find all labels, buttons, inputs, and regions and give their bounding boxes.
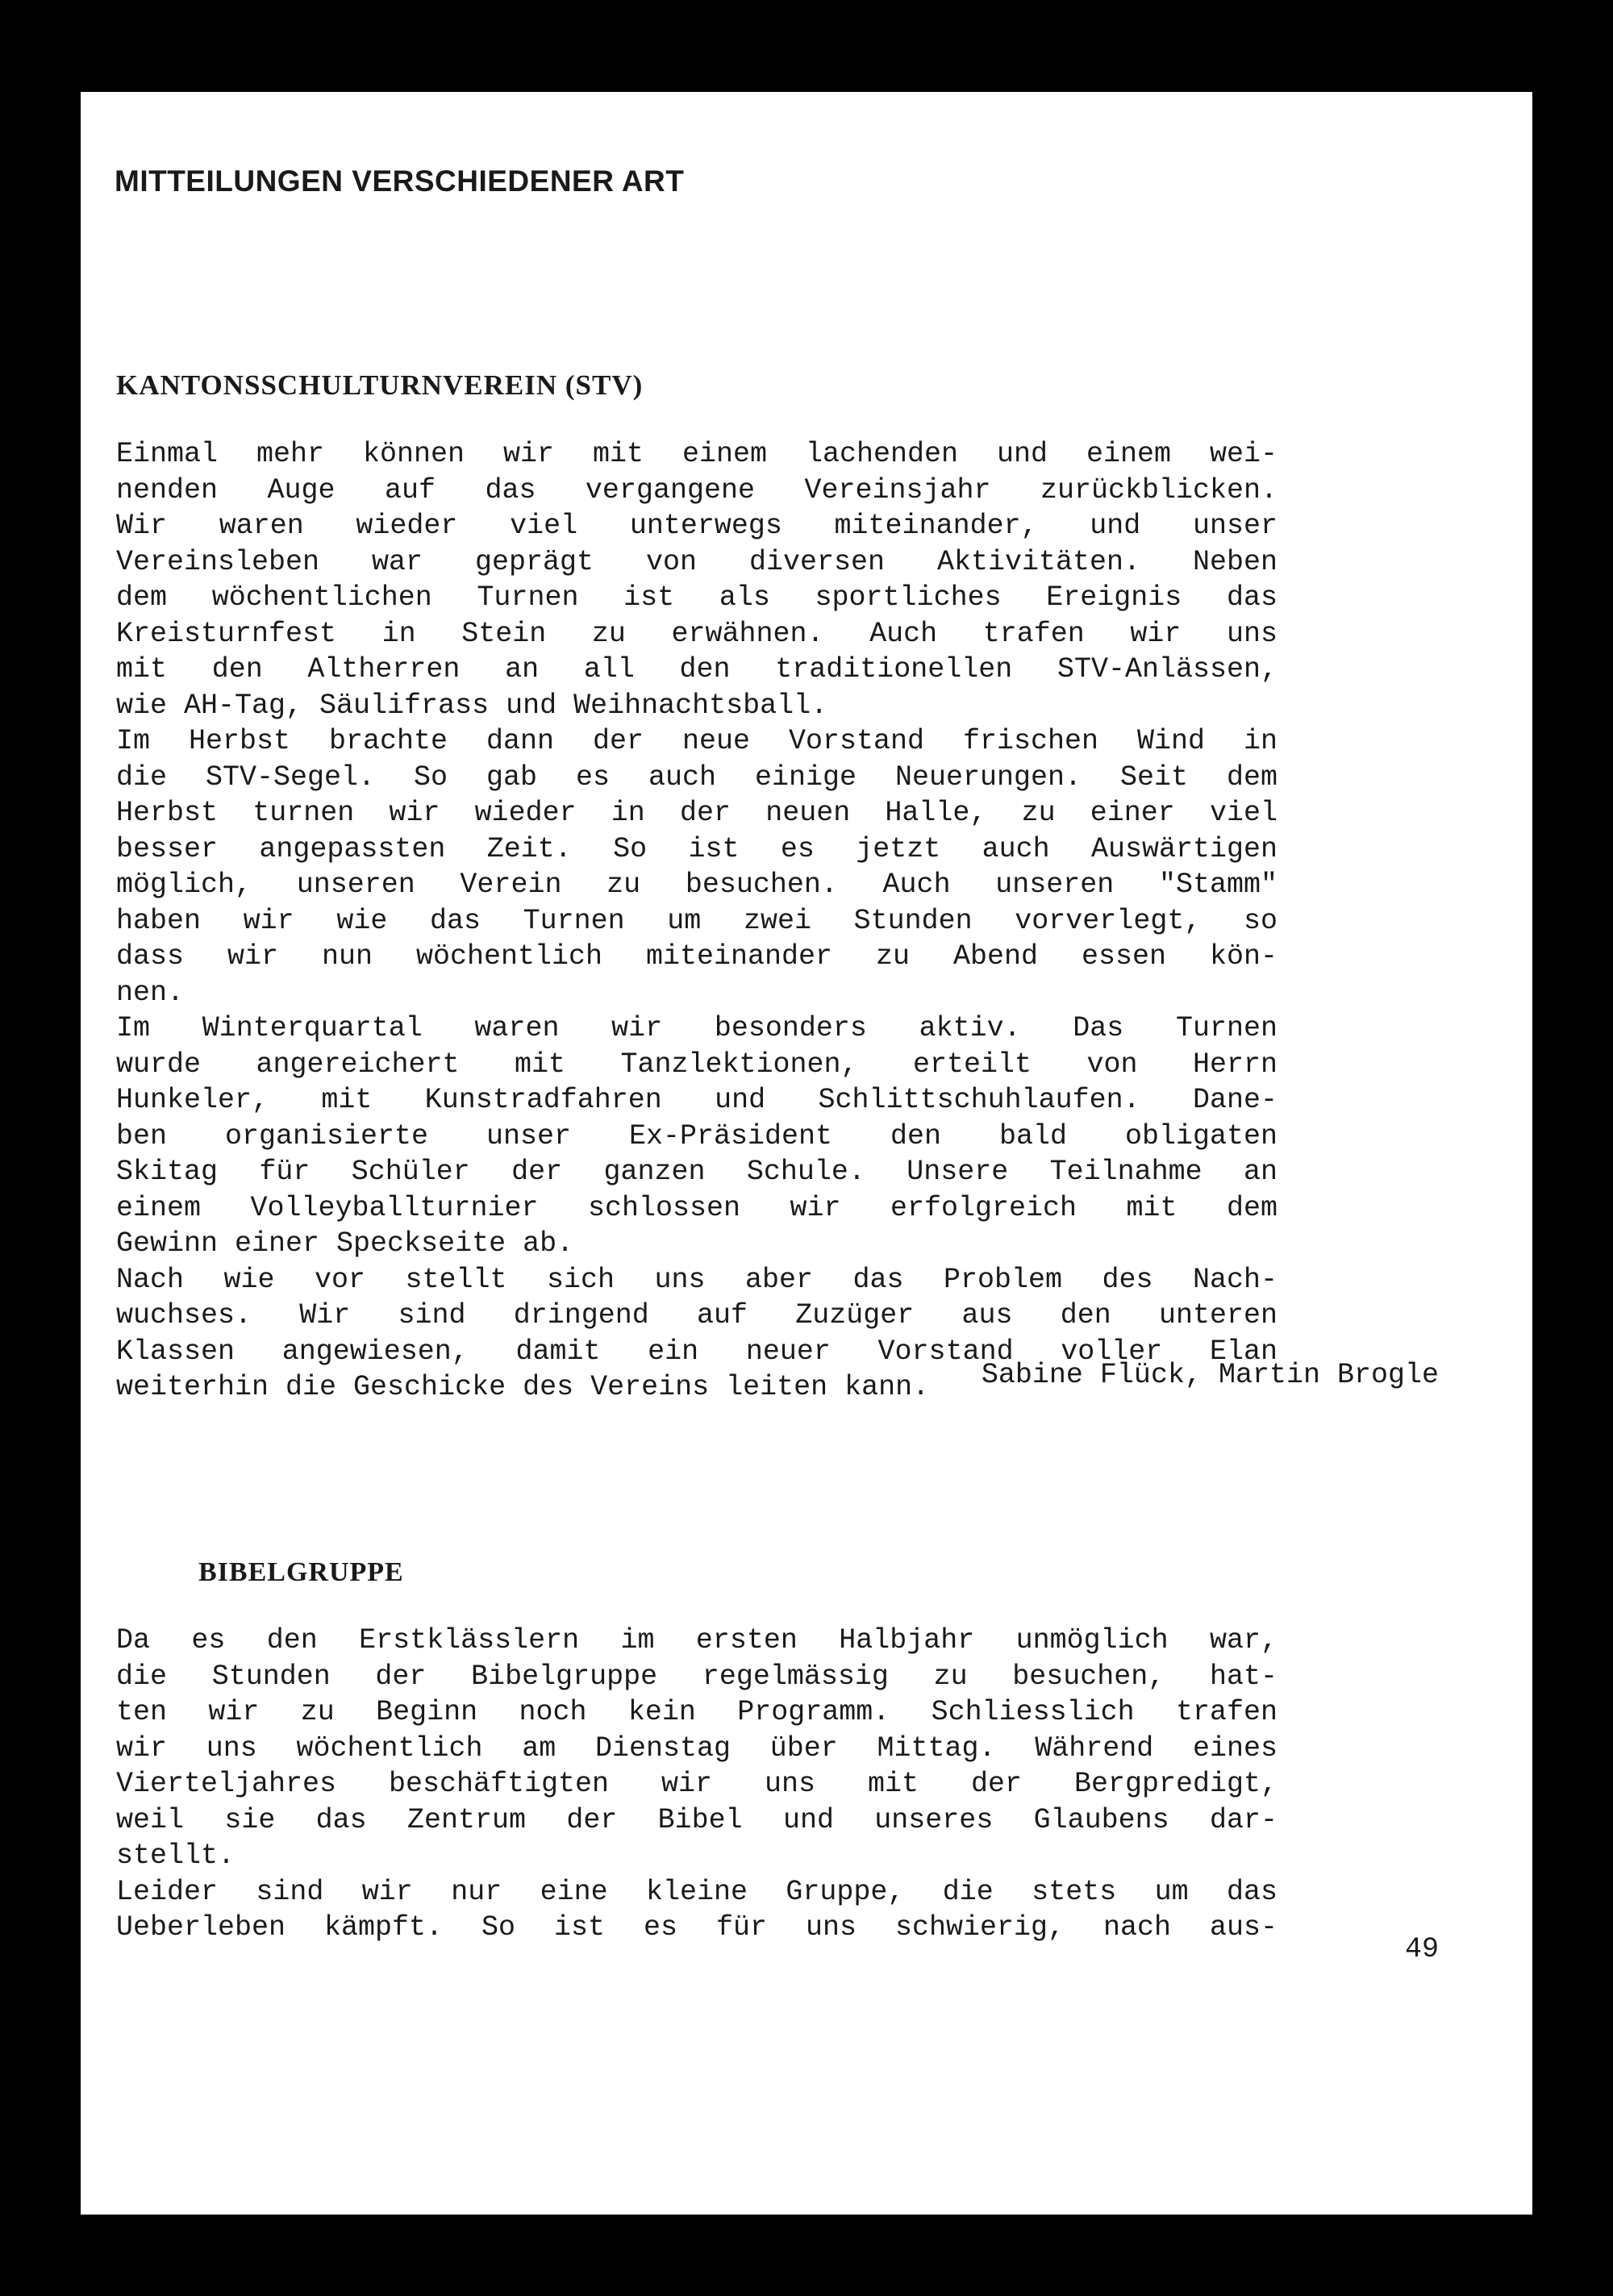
text-line: Klassen angewiesen, damit ein neuer Vorstand voller Elan (116, 1335, 1277, 1368)
text-line: Nach wie vor stellt sich uns aber das Problem des Nach- (116, 1263, 1277, 1296)
text-line: Hunkeler, mit Kunstradfahren und Schlittschuhlaufen. Dane- (116, 1084, 1277, 1116)
page-title: MITTEILUNGEN VERSCHIEDENER ART (115, 165, 685, 198)
text-line: haben wir wie das Turnen um zwei Stunden vorverlegt, so (116, 904, 1277, 937)
text-line: Im Herbst brachte dann der neue Vorstand frischen Wind in (116, 725, 1277, 757)
section-body-stv (116, 436, 1277, 1406)
text-line: Vierteljahres beschäftigten wir uns mit der Bergpredigt, (116, 1768, 1277, 1800)
text-line: besser angepassten Zeit. So ist es jetzt auch Auswärtigen (116, 832, 1277, 865)
text-line: ten wir zu Beginn noch kein Programm. Schliesslich trafen (116, 1696, 1277, 1728)
text-line: weiterhin die Geschicke des Vereins leiten kann. (116, 1371, 930, 1403)
section-body-bibelgruppe (116, 1623, 1277, 1946)
text-line: Ueberleben kämpft. So ist es für uns schwierig, nach aus- (116, 1911, 1277, 1944)
text-line: wurde angereichert mit Tanzlektionen, erteilt von Herrn (116, 1048, 1277, 1081)
text-line: wir uns wöchentlich am Dienstag über Mittag. Während eines (116, 1731, 1277, 1765)
text-line: Skitag für Schüler der ganzen Schule. Unsere Teilnahme an (116, 1156, 1277, 1188)
text-line: Einmal mehr können wir mit einem lachenden und einem wei- (116, 438, 1277, 470)
section-heading-bibelgruppe: BIBELGRUPPE (198, 1557, 404, 1587)
text-line: Wir waren wieder viel unterwegs miteinander, und unser (116, 510, 1277, 542)
text-line: einem Volleyballturnier schlossen wir erfolgreich mit dem (116, 1191, 1277, 1224)
text-line: nen. (116, 976, 185, 1009)
page-number: 49 (1404, 1933, 1439, 1965)
text-line: wie AH-Tag, Säulifrass und Weihnachtsball. (116, 689, 828, 722)
text-line: ben organisierte unser Ex-Präsident den bald obligaten (116, 1119, 1277, 1152)
signature: Sabine Flück, Martin Brogle (981, 1359, 1439, 1391)
text-line: dass wir nun wöchentlich miteinander zu Abend essen kön- (116, 940, 1277, 973)
text-line: möglich, unseren Verein zu besuchen. Auch unseren "Stamm" (116, 869, 1277, 901)
text-line: stellt. (116, 1840, 235, 1872)
section-heading-stv: KANTONSSCHULTURNVEREIN (STV) (116, 369, 644, 401)
text-line: dem wöchentlichen Turnen ist als sportliches Ereignis das (116, 581, 1277, 614)
text-line: nenden Auge auf das vergangene Vereinsjahr zurückblicken. (116, 473, 1277, 506)
text-line: Im Winterquartal waren wir besonders aktiv. Das Turnen (116, 1012, 1277, 1044)
text-line: Herbst turnen wir wieder in der neuen Halle, zu einer viel (116, 797, 1277, 829)
text-line: Vereinsleben war geprägt von diversen Aktivitäten. Neben (116, 545, 1277, 578)
text-line: Leider sind wir nur eine kleine Gruppe, die stets um das (116, 1875, 1277, 1908)
text-line: weil sie das Zentrum der Bibel und unseres Glaubens dar- (116, 1803, 1277, 1836)
text-line: Gewinn einer Speckseite ab. (116, 1227, 574, 1260)
text-line: die Stunden der Bibelgruppe regelmässig zu besuchen, hat- (116, 1660, 1277, 1693)
text-line: mit den Altherren an all den traditionellen STV-Anlässen, (116, 653, 1277, 685)
text-line: Kreisturnfest in Stein zu erwähnen. Auch trafen wir uns (116, 617, 1277, 650)
text-line: die STV-Segel. So gab es auch einige Neuerungen. Seit dem (116, 760, 1277, 794)
text-line: wuchses. Wir sind dringend auf Zuzüger aus den unteren (116, 1299, 1277, 1331)
text-line: Da es den Erstklässlern im ersten Halbjahr unmöglich war, (116, 1624, 1277, 1656)
